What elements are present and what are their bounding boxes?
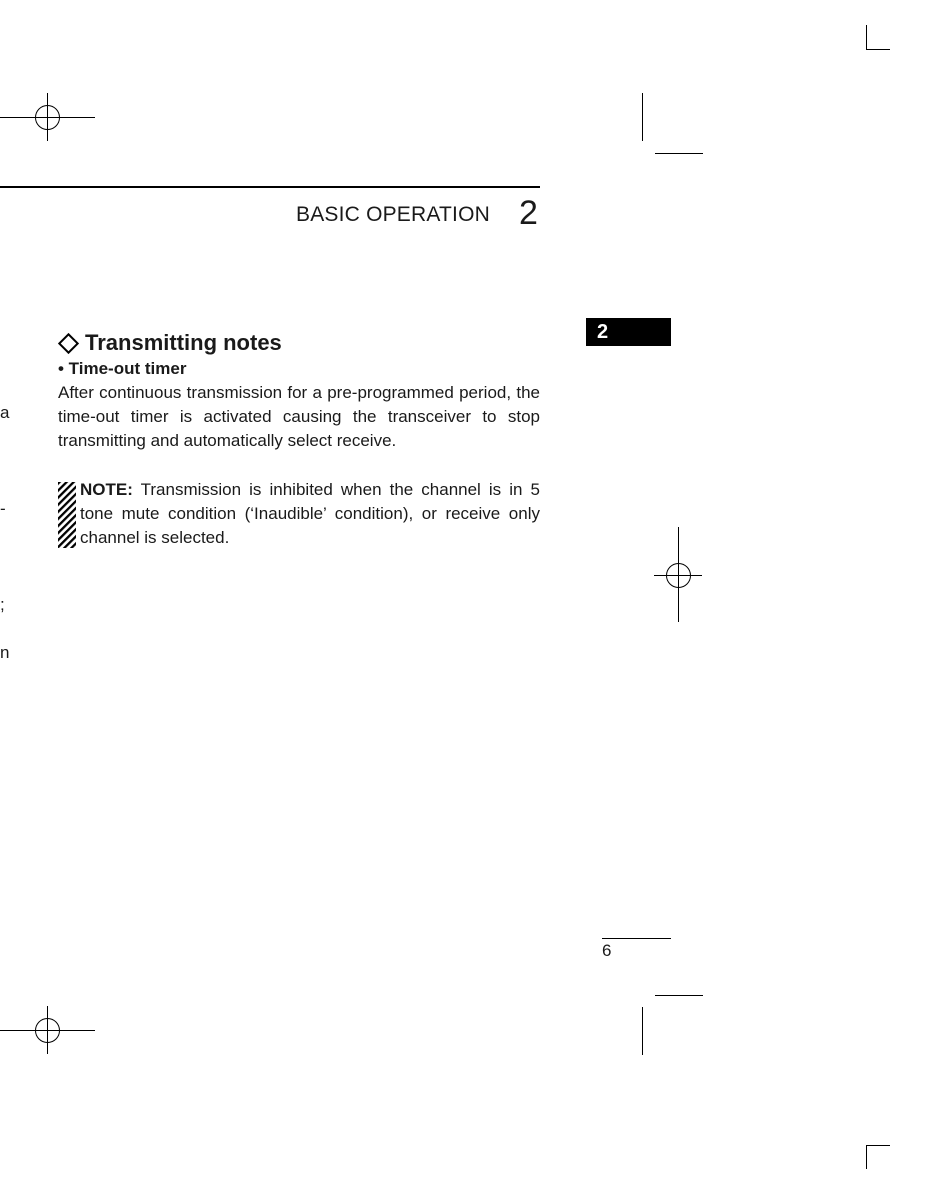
header-rule <box>0 186 540 188</box>
body-paragraph: After continuous transmission for a pre-programmed period, the time-out timer is activated causing the transceiver to stop transmitting and automatically select receive. <box>58 383 540 450</box>
chapter-number: 2 <box>519 194 538 232</box>
edge-glyph: - <box>0 499 6 518</box>
edge-glyph: n <box>0 643 10 662</box>
edge-glyph: a <box>0 403 10 422</box>
heading-text: Transmitting notes <box>85 330 282 355</box>
page-number: 6 <box>602 941 612 960</box>
note-text <box>80 478 540 550</box>
note-block <box>58 478 540 550</box>
section-heading <box>58 330 282 356</box>
subheading: • Time-out timer <box>58 359 187 378</box>
chapter-tab: 2 <box>586 318 671 346</box>
section-title: BASIC OPERATION <box>296 203 490 226</box>
note-body: Transmission is inhibited when the channel is in 5 tone mute condition (‘Inaudible’ condition), or receive only channel is selected. <box>80 480 540 547</box>
diamond-icon <box>58 332 79 353</box>
note-label: NOTE: <box>80 480 133 499</box>
footer-rule <box>602 938 671 939</box>
note-hatch-icon <box>58 482 76 548</box>
edge-glyph: ; <box>0 595 5 614</box>
